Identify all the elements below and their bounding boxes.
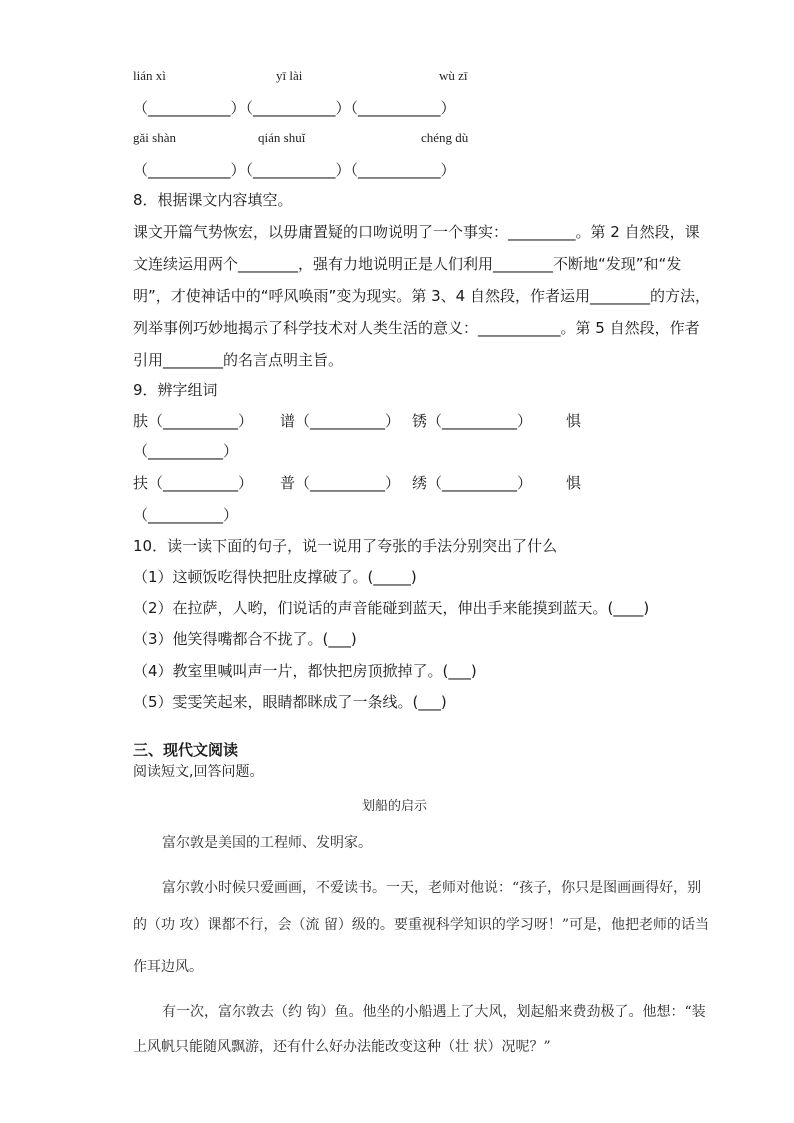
- pinyin-chengdu: chéng dù: [421, 130, 469, 145]
- q10-item-2[interactable]: （2）在拉萨，人哟，们说话的声音能碰到蓝天，伸出手来能摸到蓝天。(____): [133, 599, 650, 617]
- story-paragraph-2-line3: 作耳边风。: [133, 959, 203, 975]
- q9-item-ju2: 惧: [566, 474, 582, 492]
- story-paragraph-1: 富尔敦是美国的工程师、发明家。: [162, 835, 372, 851]
- q8-line4: 列举事例巧妙地揭示了科学技术对人类生活的意义：___________。第 5 自然段，作者: [133, 319, 700, 337]
- pinyin-qianshui: qián shuǐ: [258, 130, 306, 145]
- q9-item-pu[interactable]: 谱（__________）: [280, 412, 401, 430]
- pinyin-yilai: yī lài: [276, 68, 303, 83]
- q9-title: 9．辨字组词: [133, 381, 218, 399]
- story-title: 划船的启示: [362, 799, 428, 814]
- q10-item-1[interactable]: （1）这顿饭吃得快把肚皮撑破了。(_____): [133, 568, 417, 586]
- q9-item-xiu[interactable]: 锈（__________）: [412, 412, 533, 430]
- section3-heading: 三、现代文阅读: [133, 741, 239, 759]
- q8-line3: 明”，才使神话中的“呼风唤雨”变为现实。第 3、4 自然段，作者运用________的方法，: [133, 287, 710, 305]
- story-paragraph-3-line1: 有一次，富尔敦去（约 钩）鱼。他坐的小船遇上了大风，划起船来费劲极了。他想：“装: [162, 1004, 706, 1020]
- answer-blanks-row2[interactable]: （___________）（___________）（___________）: [133, 161, 456, 179]
- pinyin-lianxi: lián xì: [133, 68, 166, 83]
- q9-item-fu2[interactable]: 扶（__________）: [133, 474, 254, 492]
- q10-title: 10．读一读下面的句子，说一说用了夸张的手法分别突出了什么: [133, 537, 558, 555]
- q9-item-ju: 惧: [566, 412, 582, 430]
- q9-item-ju2-blank[interactable]: （__________）: [133, 506, 239, 524]
- story-paragraph-2-line1: 富尔敦小时候只爱画画，不爱读书。一天，老师对他说：“孩子，你只是图画画得好，别: [162, 880, 702, 896]
- section3-instruction: 阅读短文,回答问题。: [133, 764, 264, 780]
- q9-item-ju-blank[interactable]: （__________）: [133, 442, 239, 460]
- q9-item-fu[interactable]: 肤（__________）: [133, 412, 254, 430]
- story-paragraph-3-line2: 上风帆只能随风飘游，还有什么好办法能改变这种（壮 状）况呢？”: [133, 1039, 551, 1055]
- q8-title: 8．根据课文内容填空。: [133, 191, 293, 209]
- pinyin-gaishan: gǎi shàn: [133, 130, 176, 145]
- q10-item-4[interactable]: （4）教室里喊叫声一片，都快把房顶掀掉了。(___): [133, 662, 477, 680]
- pinyin-wuzi: wù zī: [439, 68, 468, 83]
- q8-line1: 课文开篇气势恢宏，以毋庸置疑的口吻说明了一个事实：_________。第 2 自然段，课: [133, 223, 700, 241]
- q8-line2: 文连续运用两个________，强有力地说明正是人们利用________不断地“发现”和“发: [133, 255, 682, 273]
- q10-item-3[interactable]: （3）他笑得嘴都合不拢了。(___): [133, 630, 357, 648]
- story-paragraph-2-line2: 的（功 攻）课都不行，会（流 留）级的。要重视科学知识的学习呀！”可是，他把老师的话当: [133, 917, 710, 933]
- q10-item-5[interactable]: （5）雯雯笑起来，眼睛都眯成了一条线。(___): [133, 693, 447, 711]
- q8-line5: 引用________的名言点明主旨。: [133, 351, 344, 369]
- answer-blanks-row1[interactable]: （___________）（___________）（___________）: [133, 99, 456, 117]
- q9-item-pu2[interactable]: 普（__________）: [280, 474, 401, 492]
- q9-item-xiu2[interactable]: 绣（__________）: [412, 474, 533, 492]
